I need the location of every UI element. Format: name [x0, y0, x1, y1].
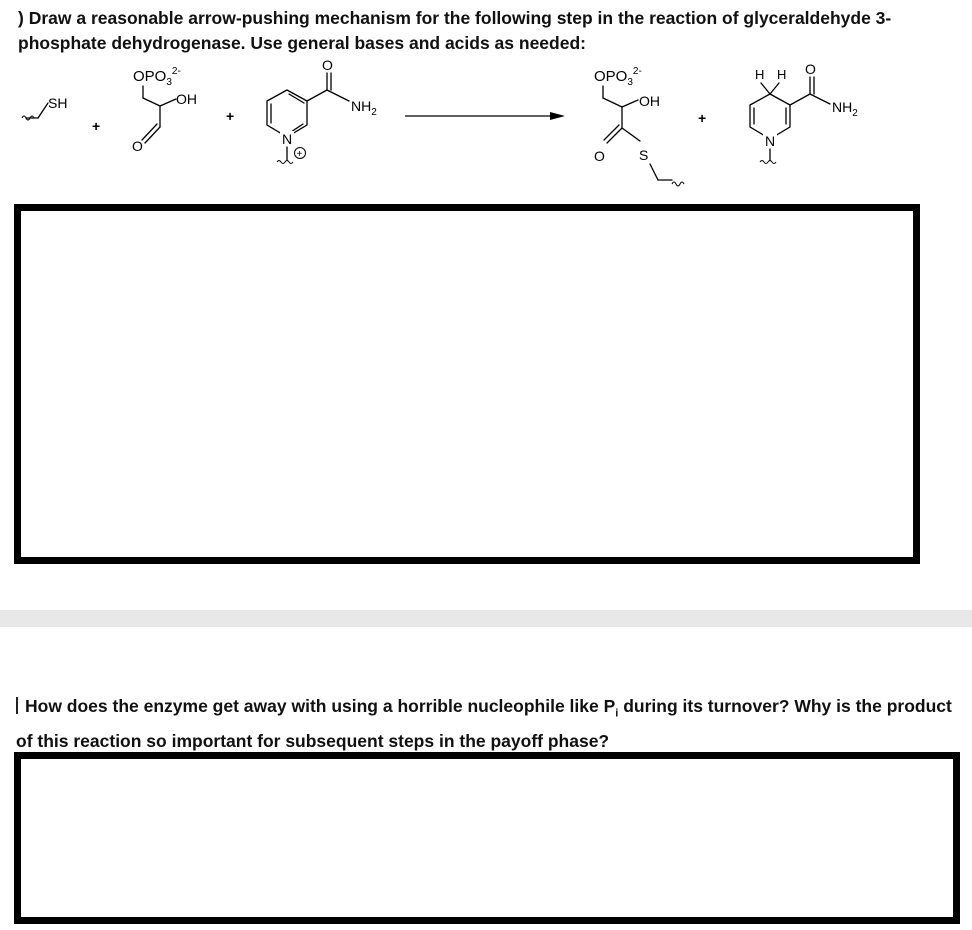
phosphate-label: $OPO_3^{2-}$ [133, 66, 181, 88]
hydrogen-label-1: H [755, 67, 765, 82]
pyridinium-nitrogen: N [282, 131, 293, 147]
product-sulfur: S [639, 147, 649, 163]
amide-nh2: $NH_2$ [351, 98, 377, 118]
nadh-amide-nh2: $NH_2$ [832, 99, 858, 119]
thiohemiacetal-product [594, 66, 684, 186]
plus-sign-2: + [226, 108, 235, 124]
product-oxygen: O [594, 148, 605, 164]
thiol-label: SH [48, 95, 68, 111]
mechanism-answer-box[interactable] [14, 204, 920, 564]
question-2-text: How does the enzyme get away with using a horrible nucleophile like P [25, 696, 616, 716]
reaction-arrow [405, 112, 565, 120]
hydroxyl-label: OH [176, 91, 197, 107]
hydrogen-label-2: H [777, 67, 787, 82]
squiggle-bond-icon [277, 161, 293, 164]
plus-sign-1: + [92, 118, 101, 134]
amide-oxygen: O [322, 58, 333, 73]
explanation-answer-box[interactable] [14, 752, 960, 924]
squiggle-bond-icon [760, 161, 776, 164]
aldehyde-oxygen: O [132, 138, 143, 154]
nadh-nitrogen: N [765, 133, 776, 149]
cysteine-thiol-reactant [22, 95, 67, 120]
plus-sign-3: + [698, 110, 707, 126]
question-2-prompt [16, 693, 956, 755]
question-1-prompt: ) Draw a reasonable arrow-pushing mechanism for the following step in the reaction of glyceraldehyde 3-phosphate dehydrogenase. Use general bases and acids as needed: [18, 8, 892, 53]
nad-plus-reactant [267, 58, 377, 164]
glyceraldehyde-3-phosphate-reactant [132, 66, 197, 154]
product-phosphate-label: $OPO_3^{2-}$ [594, 66, 642, 88]
reaction-scheme [0, 58, 972, 203]
question-2-text-end: during its turnover? Why is the product of this reaction so important for subsequent steps in the payoff phase? [16, 696, 952, 751]
squiggle-bond-icon [672, 182, 684, 186]
text-cursor-icon [16, 697, 18, 714]
nadh-product [750, 61, 858, 164]
positive-charge-icon: + [296, 149, 303, 160]
question-2-subscript: i [615, 707, 619, 720]
section-divider [0, 610, 972, 627]
product-hydroxyl-label: OH [639, 93, 660, 109]
nadh-amide-oxygen: O [805, 61, 816, 77]
